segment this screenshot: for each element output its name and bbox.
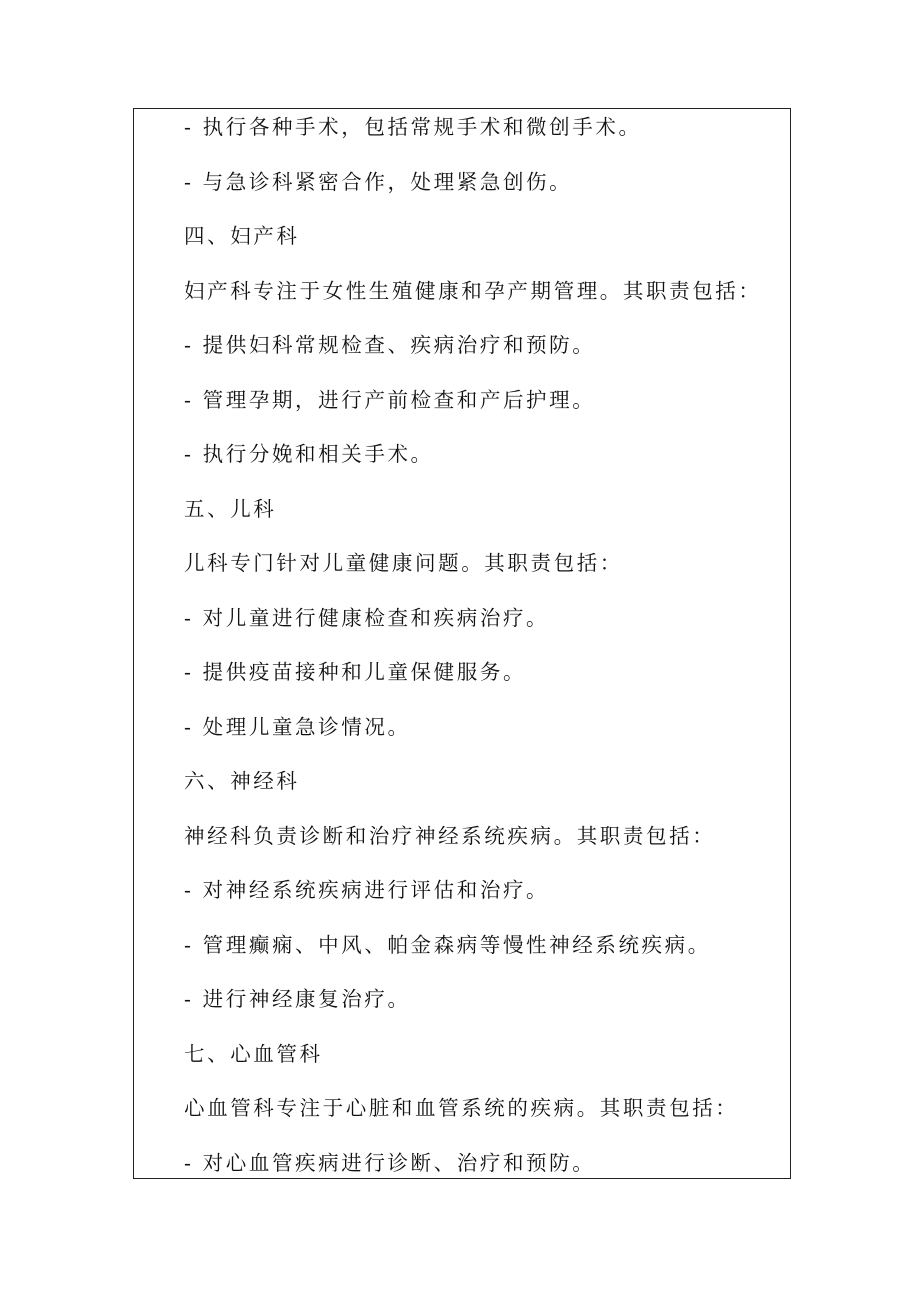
bullet-line: - 对心血管疾病进行诊断、治疗和预防。: [184, 1150, 596, 1175]
section-heading: 七、心血管科: [184, 1041, 323, 1066]
section-heading: 四、妇产科: [184, 224, 300, 248]
document-body: [184, 109, 782, 1179]
bullet-line: - 执行分娩和相关手术。: [184, 442, 434, 466]
bullet-line: - 对神经系统疾病进行评估和治疗。: [184, 878, 550, 902]
bullet-line: - 进行神经康复治疗。: [184, 987, 411, 1011]
bullet-line: - 处理儿童急诊情况。: [184, 714, 411, 739]
section-heading: 五、儿科: [184, 496, 277, 521]
bullet-line: - 执行各种手术，包括常规手术和微创手术。: [184, 115, 642, 139]
paragraph-line: 妇产科专注于女性生殖健康和孕产期管理。其职责包括：: [184, 278, 762, 303]
bullet-line: - 管理孕期，进行产前检查和产后护理。: [184, 387, 596, 412]
paragraph-line: 神经科负责诊断和治疗神经系统疾病。其职责包括：: [184, 823, 716, 848]
bullet-line: - 管理癫痫、中风、帕金森病等慢性神经系统疾病。: [184, 932, 711, 957]
bullet-line: - 提供疫苗接种和儿童保健服务。: [184, 660, 527, 684]
paragraph-line: 心血管科专注于心脏和血管系统的疾病。其职责包括：: [184, 1096, 739, 1120]
section-heading: 六、神经科: [184, 769, 300, 793]
bullet-line: - 提供妇科常规检查、疾病治疗和预防。: [184, 333, 596, 357]
bullet-line: - 对儿童进行健康检查和疾病治疗。: [184, 605, 550, 630]
document-frame: [133, 108, 791, 1179]
paragraph-line: 儿科专门针对儿童健康问题。其职责包括：: [184, 551, 623, 575]
bullet-line: - 与急诊科紧密合作，处理紧急创伤。: [184, 169, 573, 194]
